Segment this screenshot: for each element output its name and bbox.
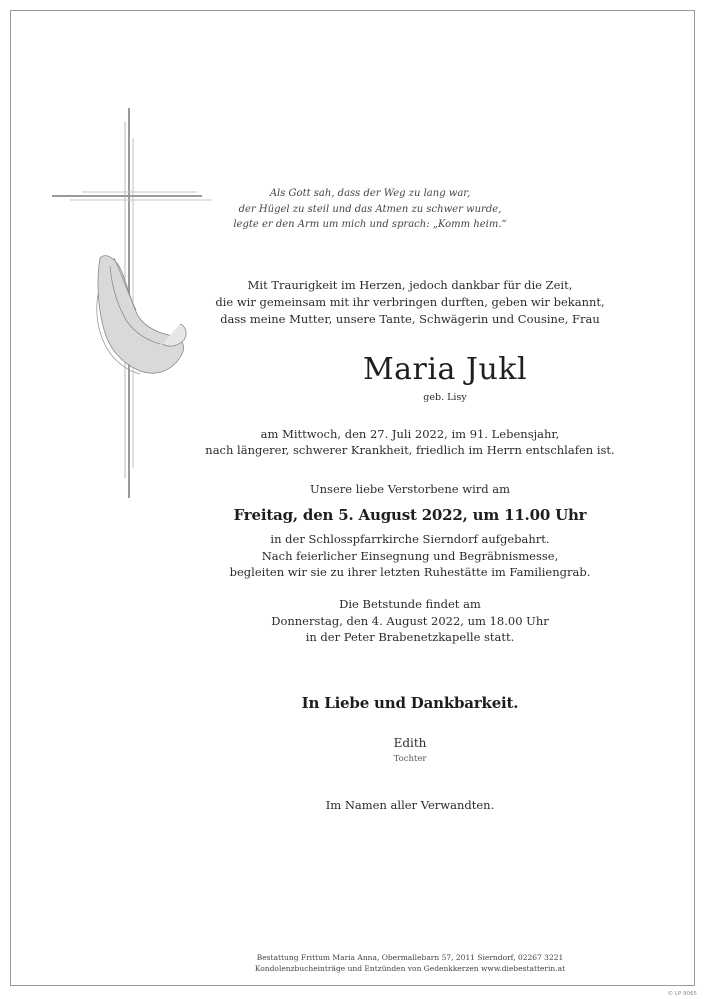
- death-notice-line: nach längerer, schwerer Krankheit, friedlich im Herrn entschlafen ist.: [205, 443, 615, 457]
- viewing-line: Nach feierlicher Einsegnung und Begräbnismesse,: [261, 548, 559, 563]
- poem: [200, 186, 540, 233]
- footer-line: Kondolenzbucheinträge und Entzünden von Gedenkkerzen www.diebestatterin.at: [254, 963, 566, 973]
- death-notice-line: am Mittwoch, den 27. Juli 2022, im 91. Lebensjahr,: [260, 427, 560, 441]
- deceased-name: Maria Jukl: [362, 352, 528, 387]
- prayer-line: in der Peter Brabenetzkapelle statt.: [305, 630, 515, 644]
- birth-name: geb. Lisy: [423, 392, 467, 403]
- viewing-date: Freitag, den 5. August 2022, um 11.00 Uhr: [233, 506, 587, 524]
- print-code: © LP 9065: [667, 991, 697, 997]
- viewing-intro: Unsere liebe Verstorbene wird am: [309, 482, 511, 496]
- poem-line: legte er den Arm um mich und sprach: „Komm heim.“: [233, 219, 507, 230]
- prayer-line: Die Betstunde findet am: [339, 597, 481, 611]
- prayer-line: Donnerstag, den 4. August 2022, um 18.00 Uhr: [271, 613, 549, 628]
- closing-phrase: In Liebe und Dankbarkeit.: [301, 694, 519, 712]
- viewing-details: [190, 531, 630, 581]
- death-notice: [190, 426, 630, 458]
- viewing-line: begleiten wir sie zu ihrer letzten Ruhestätte im Familiengrab.: [229, 565, 591, 579]
- footer: [190, 953, 630, 974]
- footer-line: Bestattung Frittum Maria Anna, Obermallebarn 57, 2011 Sierndorf, 02267 3221: [256, 953, 564, 962]
- poem-line: Als Gott sah, dass der Weg zu lang war,: [269, 188, 471, 199]
- viewing-line: in der Schlosspfarrkirche Sierndorf aufgebahrt.: [270, 532, 550, 546]
- relatives-line: Im Namen aller Verwandten.: [325, 798, 495, 812]
- poem-line: der Hügel zu steil und das Atmen zu schwer wurde,: [238, 203, 502, 215]
- intro-text: [190, 277, 630, 328]
- intro-line: dass meine Mutter, unsere Tante, Schwägerin und Cousine, Frau: [220, 312, 600, 326]
- prayer-hour: [190, 596, 630, 646]
- intro-line: Mit Traurigkeit im Herzen, jedoch dankbar für die Zeit,: [247, 278, 573, 292]
- intro-line: die wir gemeinsam mit ihr verbringen durften, geben wir bekannt,: [215, 295, 605, 309]
- cross-with-praying-hands-icon: [52, 108, 212, 498]
- mourner-name: Edith: [393, 736, 427, 750]
- mourner-relation: Tochter: [393, 754, 427, 764]
